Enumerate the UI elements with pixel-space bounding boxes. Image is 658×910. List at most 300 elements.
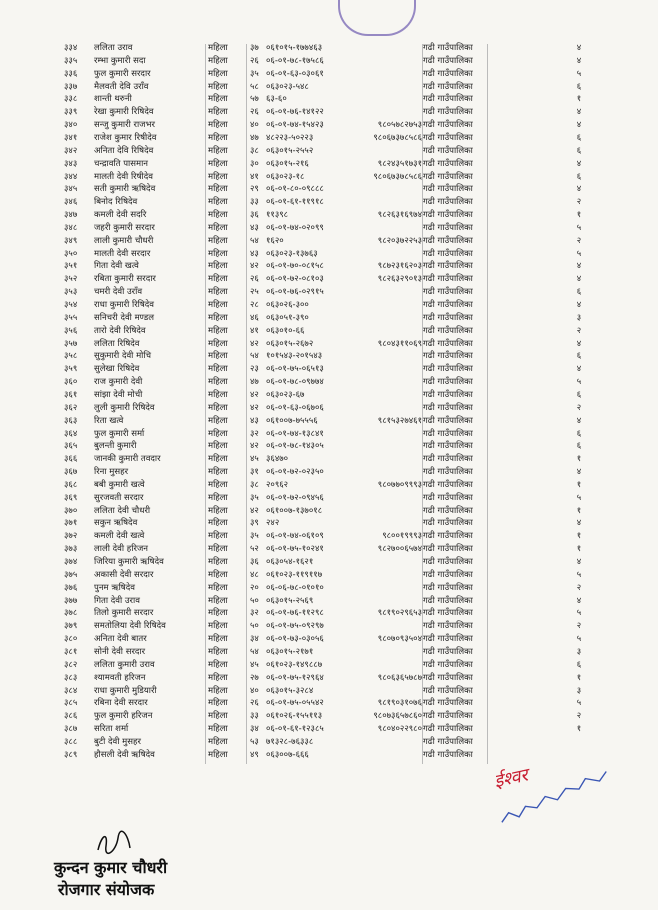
- age: ४२: [250, 389, 259, 400]
- beneficiary-name: मालती देवी रिषीदेव: [94, 171, 153, 182]
- age: ३४: [250, 634, 259, 645]
- account-number: ०६३०२३-६७: [266, 389, 305, 400]
- gender: महिला: [208, 274, 228, 285]
- beneficiary-name: रिना मुसहर: [94, 467, 129, 478]
- age: ४१: [250, 325, 259, 336]
- account-number: ०६-०१-७८-१४३०५: [266, 441, 324, 452]
- table-row: [0, 428, 658, 441]
- table-row: [0, 42, 658, 55]
- table-row: [0, 81, 658, 94]
- beneficiary-name: तिलो कुमारी सरदार: [94, 608, 154, 619]
- serial-number: ३३६: [64, 68, 78, 79]
- gender: महिला: [208, 492, 228, 503]
- gender: महिला: [208, 544, 228, 555]
- municipality: गढी गाउँपालिका: [423, 158, 473, 169]
- age: ४२: [250, 402, 259, 413]
- serial-number: ३५६: [64, 325, 78, 336]
- table-row: [0, 646, 658, 659]
- ward-number: ५: [576, 698, 582, 709]
- account-number: ०६१०१५-१७७४६३: [266, 43, 323, 53]
- municipality: गढी गाउँपालिका: [423, 518, 473, 529]
- account-number: ०६३००७-६६६: [266, 749, 309, 760]
- age: २६: [250, 107, 259, 118]
- beneficiary-name: राधा कुमारी रिषिदेव: [94, 300, 155, 310]
- account-number: ०६३०१५-२६७२: [266, 338, 314, 349]
- account-number: ७१३२८-७६३३८: [266, 736, 314, 747]
- table-row: [0, 595, 658, 608]
- mobile-number: ९८०७०९३५०४: [377, 634, 422, 645]
- table-row: [0, 749, 658, 762]
- account-number: ०६३०१५-३२८४: [266, 685, 314, 696]
- serial-number: ३६६: [64, 454, 78, 465]
- ward-number: २: [576, 402, 582, 413]
- table-row: [0, 672, 658, 685]
- table-row: [0, 415, 658, 428]
- ward-number: ४: [576, 274, 582, 285]
- account-number: ०६-०१-७८-०९७७४: [266, 377, 324, 388]
- age: ३५: [250, 531, 259, 542]
- mobile-number: ९८२०३७२२५३: [377, 235, 422, 246]
- ward-number: ४: [576, 595, 582, 606]
- age: ३५: [250, 492, 259, 503]
- account-number: ०६-०१-७५-०६५१३: [266, 364, 324, 375]
- serial-number: ३३८: [64, 94, 78, 105]
- beneficiary-name: गिता देवी उराव: [94, 595, 140, 606]
- beneficiary-name: लुली कुमारी रिषिदेव: [94, 402, 155, 413]
- gender: महिला: [208, 672, 228, 683]
- table-row: [0, 697, 658, 710]
- mobile-number: ९८०६७३७८५८६: [373, 171, 422, 182]
- serial-number: ३७३: [64, 544, 78, 555]
- gender: महिला: [208, 120, 228, 131]
- ward-number: २: [576, 621, 582, 632]
- serial-number: ३५२: [64, 274, 78, 285]
- serial-number: ३३४: [64, 43, 78, 53]
- beneficiary-name: बबी कुमारी खत्वे: [94, 479, 145, 490]
- municipality: गढी गाउँपालिका: [423, 492, 473, 503]
- account-number: ०६-०१-७२-०९४५६: [266, 492, 324, 503]
- serial-number: ३७४: [64, 557, 78, 567]
- municipality: गढी गाउँपालिका: [423, 479, 473, 490]
- serial-number: ३७१: [64, 518, 78, 529]
- municipality: गढी गाउँपालिका: [423, 595, 473, 606]
- serial-number: ३४२: [64, 145, 78, 156]
- gender: महिला: [208, 338, 228, 349]
- serial-number: ३८४: [64, 685, 78, 696]
- signatory-title: रोजगार संयोजक: [58, 880, 155, 899]
- beneficiary-name: फुल कुमारी सर्मा: [94, 428, 145, 439]
- gender: महिला: [208, 171, 228, 182]
- table-row: [0, 171, 658, 184]
- municipality: गढी गाउँपालिका: [423, 544, 473, 555]
- mobile-number: ९८२७००६५७४: [377, 544, 422, 555]
- age: ३८: [250, 145, 259, 156]
- age: ३६: [250, 210, 259, 221]
- ward-number: ६: [576, 441, 582, 452]
- municipality: गढी गाउँपालिका: [423, 120, 473, 131]
- ward-number: १: [576, 479, 582, 490]
- ward-number: १: [576, 505, 582, 516]
- serial-number: ३४४: [64, 171, 78, 182]
- ward-number: ४: [576, 261, 582, 272]
- table-row: [0, 325, 658, 338]
- serial-number: ३६१: [64, 389, 78, 400]
- municipality: गढी गाउँपालिका: [423, 441, 473, 452]
- serial-number: ३७२: [64, 531, 78, 542]
- serial-number: ३६४: [64, 428, 78, 439]
- account-number: १६२०: [266, 235, 284, 246]
- account-number: ०६-०१-७४-१३८४१: [266, 428, 324, 439]
- serial-number: ३८०: [64, 634, 78, 645]
- ward-number: ५: [576, 377, 582, 388]
- table-row: [0, 106, 658, 119]
- ward-number: १: [576, 672, 582, 683]
- gender: महिला: [208, 248, 228, 259]
- mobile-number: ९८०७३६५७८६०: [373, 711, 422, 722]
- account-number: ०६३०१०-६६: [266, 325, 305, 336]
- beneficiary-name: बुलन्ती कुमारी: [94, 441, 137, 452]
- mobile-number: ९८०६७३७८५८६: [373, 132, 422, 143]
- age: ३५: [250, 68, 259, 79]
- serial-number: ३७९: [64, 621, 78, 632]
- beneficiary-name: फुल कुमारी सरदार: [94, 68, 151, 79]
- ward-number: ४: [576, 43, 582, 53]
- gender: महिला: [208, 94, 228, 105]
- gender: महिला: [208, 454, 228, 465]
- table-row: [0, 517, 658, 530]
- table-row: [0, 158, 658, 171]
- beneficiary-name: ललिता कुमारी उराव: [94, 659, 155, 670]
- age: २८: [250, 300, 259, 310]
- age: २६: [250, 274, 259, 285]
- ward-number: ६: [576, 428, 582, 439]
- table-row: [0, 659, 658, 672]
- table-row: [0, 363, 658, 376]
- ward-number: ५: [576, 492, 582, 503]
- age: ४२: [250, 505, 259, 516]
- account-number: ०६-०१-६१-१२३८५: [266, 724, 324, 735]
- account-number: ०६३०१५-२१६: [266, 158, 309, 169]
- beneficiary-name: कमली देवी खत्वे: [94, 531, 145, 542]
- municipality: गढी गाउँपालिका: [423, 402, 473, 413]
- ward-number: ६: [576, 132, 582, 143]
- serial-number: ३७७: [64, 595, 78, 606]
- table-row: [0, 556, 658, 569]
- account-number: ०६३०१५-२१७१: [266, 646, 314, 657]
- gender: महिला: [208, 300, 228, 310]
- gender: महिला: [208, 68, 228, 79]
- beneficiary-name: श्यामवती हरिजन: [94, 672, 146, 683]
- beneficiary-name: अनिता देवि रिषिदेव: [94, 145, 154, 156]
- table-row: [0, 453, 658, 466]
- ward-number: ५: [576, 608, 582, 619]
- serial-number: ३५८: [64, 351, 78, 362]
- beneficiary-name: लाली देवी हरिजन: [94, 544, 148, 555]
- serial-number: ३४०: [64, 120, 78, 131]
- ward-number: ४: [576, 120, 582, 131]
- serial-number: ३४९: [64, 235, 78, 246]
- beneficiary-name: जानकी कुमारी तवदार: [94, 454, 161, 465]
- municipality: गढी गाउँपालिका: [423, 197, 473, 208]
- account-number: ०६-०१-७०-०८१५८: [266, 261, 324, 272]
- official-signature: ईश्वर: [492, 764, 530, 793]
- beneficiary-name: समतोलिया देवी रिषिदेव: [94, 621, 166, 632]
- age: ३२: [250, 608, 259, 619]
- ward-number: ४: [576, 300, 582, 310]
- municipality: गढी गाउँपालिका: [423, 287, 473, 298]
- table-row: [0, 350, 658, 363]
- ward-number: १: [576, 454, 582, 465]
- ward-number: ६: [576, 81, 582, 92]
- account-number: ६३-६०: [266, 94, 287, 105]
- account-number: ०६-०१-७२-०२३५०: [266, 467, 324, 478]
- account-number: ०६-०१-८०-०९८८८: [266, 184, 324, 195]
- age: ३८: [250, 479, 259, 490]
- gender: महिला: [208, 634, 228, 645]
- ward-number: २: [576, 325, 582, 336]
- age: ५०: [250, 621, 259, 632]
- gender: महिला: [208, 184, 228, 195]
- gender: महिला: [208, 505, 228, 516]
- ward-number: ६: [576, 145, 582, 156]
- municipality: गढी गाउँपालिका: [423, 43, 473, 53]
- ward-number: १: [576, 544, 582, 555]
- municipality: गढी गाउँपालिका: [423, 68, 473, 79]
- age: २९: [250, 184, 259, 195]
- gender: महिला: [208, 325, 228, 336]
- municipality: गढी गाउँपालिका: [423, 646, 473, 657]
- age: ४६: [250, 312, 259, 323]
- gender: महिला: [208, 287, 228, 298]
- mobile-number: ९८१५३२७४६१: [377, 415, 422, 426]
- beneficiary-name: बुटी देवी मुसहर: [94, 736, 142, 747]
- serial-number: ३३५: [64, 55, 78, 66]
- beneficiary-name: ललिता रिषिदेव: [94, 338, 140, 349]
- table-row: [0, 248, 658, 261]
- table-row: [0, 530, 658, 543]
- gender: महिला: [208, 351, 228, 362]
- beneficiary-name: रेखा कुमारी रिषिदेव: [94, 107, 154, 118]
- municipality: गढी गाउँपालिका: [423, 94, 473, 105]
- age: ५३: [250, 736, 259, 747]
- municipality: गढी गाउँपालिका: [423, 749, 473, 760]
- table-row: [0, 273, 658, 286]
- mobile-number: ९८०५७८२७५३: [377, 120, 422, 131]
- municipality: गढी गाउँपालिका: [423, 582, 473, 593]
- account-number: ०६-०१-६३-०३०६१: [266, 68, 324, 79]
- gender: महिला: [208, 531, 228, 542]
- table-row: [0, 723, 658, 736]
- table-row: [0, 376, 658, 389]
- age: २७: [250, 672, 259, 683]
- account-number: ०६-०१-७८-१७५८६: [266, 55, 324, 66]
- gender: महिला: [208, 557, 228, 567]
- gender: महिला: [208, 582, 228, 593]
- gender: महिला: [208, 621, 228, 632]
- serial-number: ३६५: [64, 441, 78, 452]
- account-number: ०६१००७-७५५५६: [266, 415, 318, 426]
- ward-number: ६: [576, 287, 582, 298]
- serial-number: ३७८: [64, 608, 78, 619]
- signatory-name: कुन्दन कुमार चौधरी: [54, 858, 168, 877]
- serial-number: ३८३: [64, 672, 78, 683]
- beneficiary-name: जिरिया कुमारी ऋषिदेव: [94, 557, 164, 567]
- municipality: गढी गाउँपालिका: [423, 672, 473, 683]
- account-number: ०६-०१-७४-१५४२३: [266, 120, 324, 131]
- signature-scribble: [94, 830, 134, 856]
- table-row: [0, 68, 658, 81]
- table-row: [0, 286, 658, 299]
- serial-number: ३५३: [64, 287, 78, 298]
- table-row: [0, 145, 658, 158]
- gender: महिला: [208, 132, 228, 143]
- account-number: १०१५४३-२०१५४३: [266, 351, 323, 362]
- account-number: ०६-०१-७२-०८१०३: [266, 274, 324, 285]
- ward-number: १: [576, 210, 582, 221]
- serial-number: ३५९: [64, 364, 78, 375]
- age: ४३: [250, 248, 259, 259]
- account-number: ०६-०१-७४-०२०९९: [266, 222, 324, 233]
- ward-number: ४: [576, 55, 582, 66]
- account-number: ०६३०१५-२५५२: [266, 145, 314, 156]
- account-number: ०६१०२३-१४९८८७: [266, 659, 323, 670]
- serial-number: ३८९: [64, 749, 78, 760]
- gender: महिला: [208, 364, 228, 375]
- municipality: गढी गाउँपालिका: [423, 389, 473, 400]
- table-row: [0, 479, 658, 492]
- beneficiary-name: फुल कुमारी हरिजन: [94, 711, 153, 722]
- gender: महिला: [208, 261, 228, 272]
- age: ४८: [250, 569, 259, 580]
- serial-number: ३७०: [64, 505, 78, 516]
- municipality: गढी गाउँपालिका: [423, 569, 473, 580]
- ward-number: ४: [576, 107, 582, 118]
- age: ४७: [250, 377, 259, 388]
- beneficiary-name: मालती देवी सरदार: [94, 248, 151, 259]
- municipality: गढी गाउँपालिका: [423, 531, 473, 542]
- gender: महिला: [208, 55, 228, 66]
- gender: महिला: [208, 441, 228, 452]
- table-row: [0, 260, 658, 273]
- municipality: गढी गाउँपालिका: [423, 698, 473, 709]
- table-row: [0, 633, 658, 646]
- municipality: गढी गाउँपालिका: [423, 711, 473, 722]
- serial-number: ३६३: [64, 415, 78, 426]
- gender: महिला: [208, 389, 228, 400]
- table-row: [0, 389, 658, 402]
- municipality: गढी गाउँपालिका: [423, 248, 473, 259]
- table-row: [0, 119, 658, 132]
- beneficiary-name: रम्भा कुमारी सदा: [94, 55, 146, 66]
- municipality: गढी गाउँपालिका: [423, 634, 473, 645]
- municipality: गढी गाउँपालिका: [423, 145, 473, 156]
- age: २६: [250, 55, 259, 66]
- ward-number: १: [576, 724, 582, 735]
- gender: महिला: [208, 402, 228, 413]
- serial-number: ३४७: [64, 210, 78, 221]
- ward-number: २: [576, 235, 582, 246]
- municipality: गढी गाउँपालिका: [423, 685, 473, 696]
- gender: महिला: [208, 312, 228, 323]
- account-number: ०६-०१-७६-१४१२२: [266, 107, 324, 118]
- account-number: ३६४७०: [266, 454, 289, 465]
- beneficiary-name: जहरी कुमारी सरदार: [94, 222, 155, 233]
- serial-number: ३४१: [64, 132, 78, 143]
- table-row: [0, 299, 658, 312]
- municipality: गढी गाउँपालिका: [423, 608, 473, 619]
- gender: महिला: [208, 724, 228, 735]
- table-row: [0, 710, 658, 723]
- gender: महिला: [208, 467, 228, 478]
- beneficiary-name: राज कुमारी देवी: [94, 377, 143, 388]
- account-number: ०६१००७-१३७०१८: [266, 505, 323, 516]
- serial-number: ३८५: [64, 698, 78, 709]
- mobile-number: ९८१९०२९६५३: [377, 608, 422, 619]
- beneficiary-name: सुरजवती सरदार: [94, 492, 144, 503]
- ward-number: २: [576, 197, 582, 208]
- gender: महिला: [208, 222, 228, 233]
- table-row: [0, 543, 658, 556]
- account-number: ०६३०२३-५४८: [266, 81, 309, 92]
- account-number: ०६३०२३-१८: [266, 171, 305, 182]
- table-row: [0, 132, 658, 145]
- gender: महिला: [208, 749, 228, 760]
- gender: महिला: [208, 711, 228, 722]
- age: २०: [250, 582, 259, 593]
- gender: महिला: [208, 646, 228, 657]
- municipality: गढी गाउँपालिका: [423, 235, 473, 246]
- gender: महिला: [208, 736, 228, 747]
- table-row: [0, 466, 658, 479]
- beneficiary-name: बिनोद रिषिदेव: [94, 197, 138, 208]
- beneficiary-name: चन्द्रावति पासमान: [94, 158, 148, 169]
- account-number: ०६१०२६-१५५११३: [266, 711, 323, 722]
- ward-number: ६: [576, 389, 582, 400]
- age: ४३: [250, 415, 259, 426]
- beneficiary-name: ललिता देवी चौधरी: [94, 505, 151, 516]
- table-row: [0, 736, 658, 749]
- age: ४७: [250, 132, 259, 143]
- account-number: २४२: [266, 518, 280, 529]
- account-number: ०६३०१५-२५६९: [266, 595, 314, 606]
- mobile-number: ९८१९०३१०७६: [377, 698, 422, 709]
- age: ३४: [250, 724, 259, 735]
- account-number: ०६३०५१-३९०: [266, 312, 309, 323]
- municipality: गढी गाउँपालिका: [423, 736, 473, 747]
- gender: महिला: [208, 685, 228, 696]
- age: ४३: [250, 222, 259, 233]
- beneficiary-name: सरिता शर्मा: [94, 724, 129, 735]
- gender: महिला: [208, 595, 228, 606]
- age: ३३: [250, 197, 259, 208]
- age: २३: [250, 364, 259, 375]
- ward-number: १: [576, 531, 582, 542]
- account-number: ०६-०१-७५-०९२९७: [266, 621, 324, 632]
- account-number: ०६-०१-७५-०५५४२: [266, 698, 324, 709]
- serial-number: ३६८: [64, 479, 78, 490]
- serial-number: ३८८: [64, 736, 78, 747]
- ward-number: ४: [576, 338, 582, 349]
- age: ५७: [250, 94, 259, 105]
- municipality: गढी गाउँपालिका: [423, 415, 473, 426]
- ward-number: १: [576, 94, 582, 105]
- municipality: गढी गाउँपालिका: [423, 274, 473, 285]
- account-number: ०६-०१-७६-०२९१५: [266, 287, 324, 298]
- serial-number: ३८६: [64, 711, 78, 722]
- gender: महिला: [208, 377, 228, 388]
- gender: महिला: [208, 145, 228, 156]
- age: ४२: [250, 338, 259, 349]
